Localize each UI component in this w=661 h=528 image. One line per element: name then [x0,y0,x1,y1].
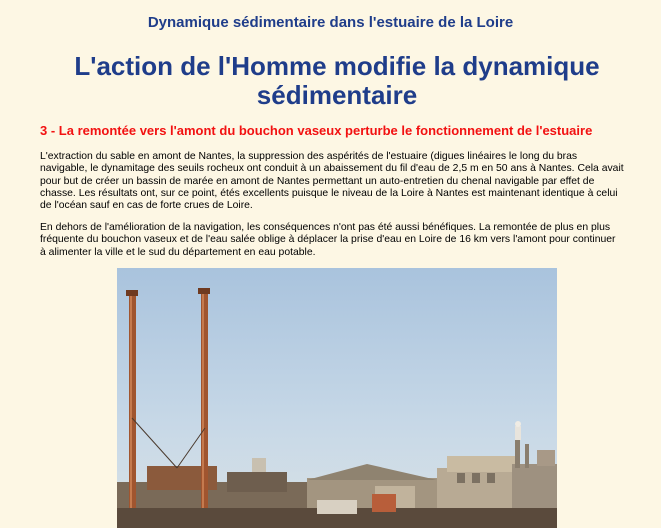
paragraph-consequences: En dehors de l'amélioration de la navigation, les conséquences n'ont pas été aussi bénéfiques. La remontée de plus en plus fréquente du bouchon vaseux et de l'eau salée oblige à déplacer la prise d'eau en Loire de 16 km vers l'amont pour continuer à alimenter la ville et le sud du département en eau potable. [40,222,616,258]
paragraph-sand-extraction: L'extraction du sable en amont de Nantes, la suppression des aspérités de l'estuaire (digues linéaires le long du bras navigable, le dynamitage des seuils rocheux ont conduit à un abaissement du fil d'eau de 2,5 m en 50 ans à Nantes. Cela avait pour but de créer un bassin de marée en amont de Nantes permettant un auto-entretien du chenal navigable par effet de chasse. Les résultats ont, sur ce point, étés excellents puisque le niveau de la Loire à Nantes est maintenant identique à celui de l'océan sauf en cas de forte crues de Loire. [40,151,624,212]
section-heading: 3 - La remontée vers l'amont du bouchon vaseux perturbe le fonctionnement de l'estuaire [40,123,593,138]
dredger-photo [117,268,557,528]
page-subtitle: Dynamique sédimentaire dans l'estuaire de la Loire [147,14,514,31]
page-title: L'action de l'Homme modifie la dynamique sédimentaire [74,51,600,110]
